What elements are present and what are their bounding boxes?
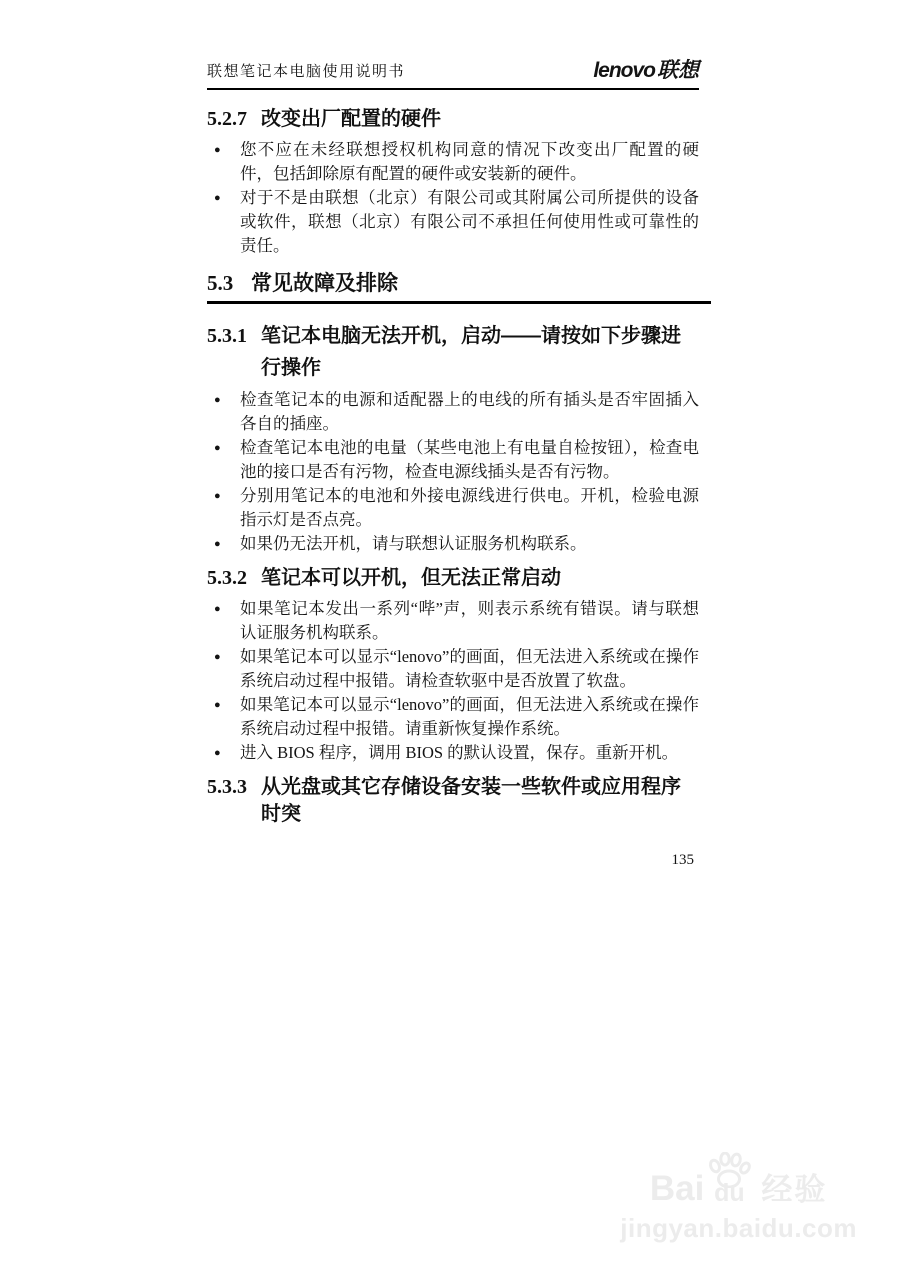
- bullet-text: 检查笔记本电池的电量（某些电池上有电量自检按钮），检查电池的接口是否有污物，检查电源线插头是否有污物。: [240, 438, 699, 481]
- baidu-wordmark-jingyan: 经验: [761, 1171, 828, 1207]
- list-item: [207, 186, 699, 258]
- bullet-text: 如果仍无法开机，请与联想认证服务机构联系。: [240, 534, 587, 553]
- heading-title: 笔记本电脑无法开机，启动——请按如下步骤进行操作: [261, 325, 681, 379]
- heading-number: 5.3.2: [207, 567, 247, 589]
- list-item: [207, 645, 699, 693]
- list-item: [207, 741, 699, 765]
- heading-5-3: [207, 271, 711, 304]
- list-item: [207, 693, 699, 741]
- list-item: [207, 484, 699, 532]
- bullet-text: 分别用笔记本的电池和外接电源线进行供电。开机，检验电源指示灯是否点亮。: [240, 486, 699, 529]
- document-title: 联想笔记本电脑使用说明书: [207, 64, 406, 80]
- bullet-icon: ●: [214, 699, 221, 711]
- bullet-icon: ●: [214, 192, 221, 204]
- bullet-text: 检查笔记本的电源和适配器上的电线的所有插头是否牢固插入各自的插座。: [240, 390, 699, 433]
- baidu-wordmark-du: du: [714, 1179, 745, 1207]
- bullet-icon: ●: [214, 442, 221, 454]
- page-number: 135: [671, 852, 694, 868]
- heading-title: 笔记本可以开机，但无法正常启动: [261, 567, 561, 589]
- heading-title: 从光盘或其它存储设备安装一些软件或应用程序时突: [261, 776, 681, 825]
- heading-number: 5.3.3: [207, 776, 247, 798]
- baidu-paw-block: [706, 1152, 752, 1207]
- lenovo-logo-wordmark: lenovo: [593, 59, 655, 82]
- heading-title: 改变出厂配置的硬件: [261, 108, 441, 130]
- lenovo-logo: [593, 60, 699, 81]
- baidu-wordmark-bai: Bai: [649, 1169, 705, 1208]
- list-item: [207, 436, 699, 484]
- page-content: [207, 60, 699, 869]
- baidu-watermark: [620, 1152, 857, 1244]
- bullet-icon: ●: [214, 490, 221, 502]
- bullet-icon: ●: [214, 144, 221, 156]
- lenovo-logo-chinese: 联想: [657, 59, 699, 82]
- bullet-list-5-3-1: [207, 388, 699, 556]
- heading-number: 5.2.7: [207, 108, 247, 130]
- bullet-list-5-2-7: [207, 138, 699, 258]
- running-header: [207, 60, 699, 90]
- bullet-icon: ●: [214, 651, 221, 663]
- bullet-icon: ●: [214, 603, 221, 615]
- bullet-text: 进入 BIOS 程序，调用 BIOS 的默认设置，保存。重新开机。: [240, 743, 679, 762]
- heading-5-3-3: [207, 774, 699, 828]
- list-item: [207, 532, 699, 556]
- bullet-text: 对于不是由联想（北京）有限公司或其附属公司所提供的设备或软件，联想（北京）有限公司不承担任何使用性或可靠性的责任。: [240, 188, 699, 255]
- baidu-logo-row: [620, 1152, 857, 1208]
- bullet-text: 如果笔记本可以显示“lenovo”的画面，但无法进入系统或在操作系统启动过程中报错。请检查软驱中是否放置了软盘。: [240, 647, 699, 690]
- heading-5-3-2: [207, 565, 699, 592]
- bullet-text: 如果笔记本发出一系列“哔”声，则表示系统有错误。请与联想认证服务机构联系。: [240, 599, 699, 642]
- list-item: [207, 138, 699, 186]
- heading-number: 5.3.1: [207, 325, 247, 347]
- baidu-watermark-url: jingyan.baidu.com: [620, 1213, 857, 1243]
- heading-5-2-7: [207, 106, 699, 133]
- heading-number: 5.3: [207, 271, 234, 295]
- list-item: [207, 388, 699, 436]
- bullet-icon: ●: [214, 747, 221, 759]
- bullet-text: 如果笔记本可以显示“lenovo”的画面，但无法进入系统或在操作系统启动过程中报错。请重新恢复操作系统。: [240, 695, 699, 738]
- bullet-list-5-3-2: [207, 597, 699, 765]
- bullet-icon: ●: [214, 394, 221, 406]
- list-item: [207, 597, 699, 645]
- bullet-text: 您不应在未经联想授权机构同意的情况下改变出厂配置的硬件，包括卸除原有配置的硬件或安装新的硬件。: [240, 140, 699, 183]
- heading-title: 常见故障及排除: [251, 272, 398, 295]
- heading-5-3-1: [207, 320, 699, 384]
- bullet-icon: ●: [214, 538, 221, 550]
